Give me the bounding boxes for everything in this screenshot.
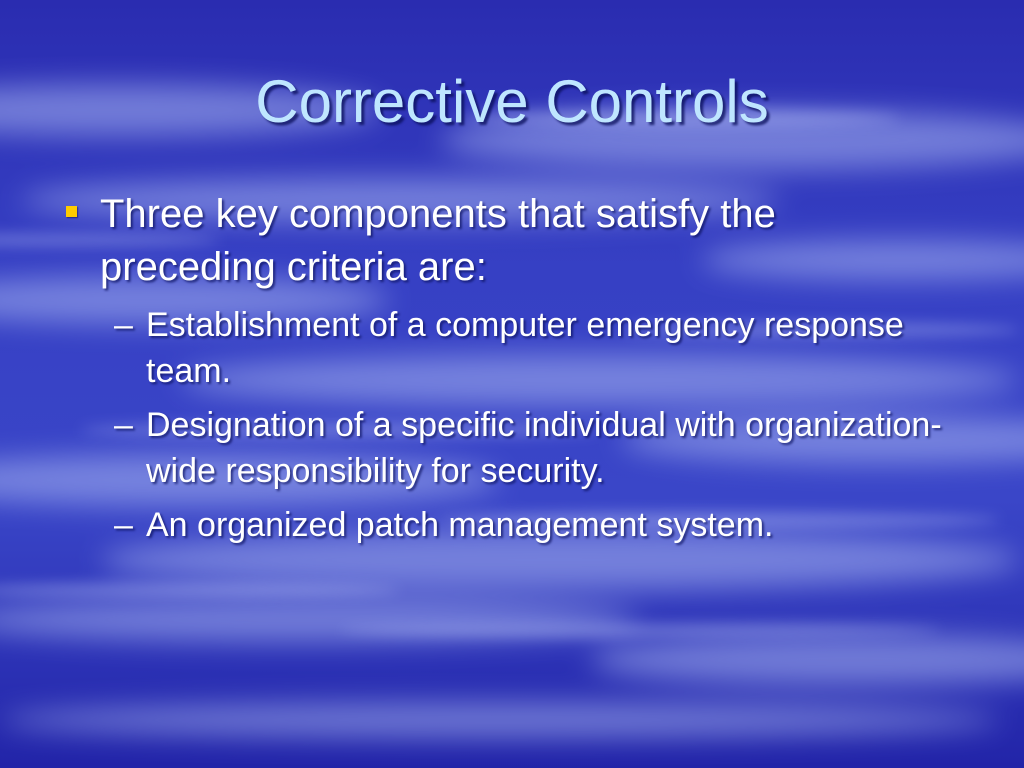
sub-bullet-item: [114, 302, 960, 394]
dash-marker: –: [114, 506, 133, 544]
slide-body: [60, 188, 960, 556]
sub-bullet-text: An organized patch management system.: [146, 506, 774, 544]
sub-bullet-item: [114, 402, 960, 494]
sub-bullet-list: [114, 302, 960, 548]
sub-bullet-text: Establishment of a computer emergency response team.: [146, 306, 904, 390]
sub-bullet-text: Designation of a specific individual with organization-wide responsibility for security.: [146, 406, 942, 490]
dash-marker: –: [114, 406, 133, 444]
bullet-item: [60, 188, 960, 294]
sub-bullet-item: [114, 502, 960, 548]
dash-marker: –: [114, 306, 133, 344]
slide-title: Corrective Controls: [255, 68, 769, 135]
square-bullet-icon: [66, 206, 77, 217]
bullet-text: Three key components that satisfy the preceding criteria are:: [100, 192, 776, 289]
